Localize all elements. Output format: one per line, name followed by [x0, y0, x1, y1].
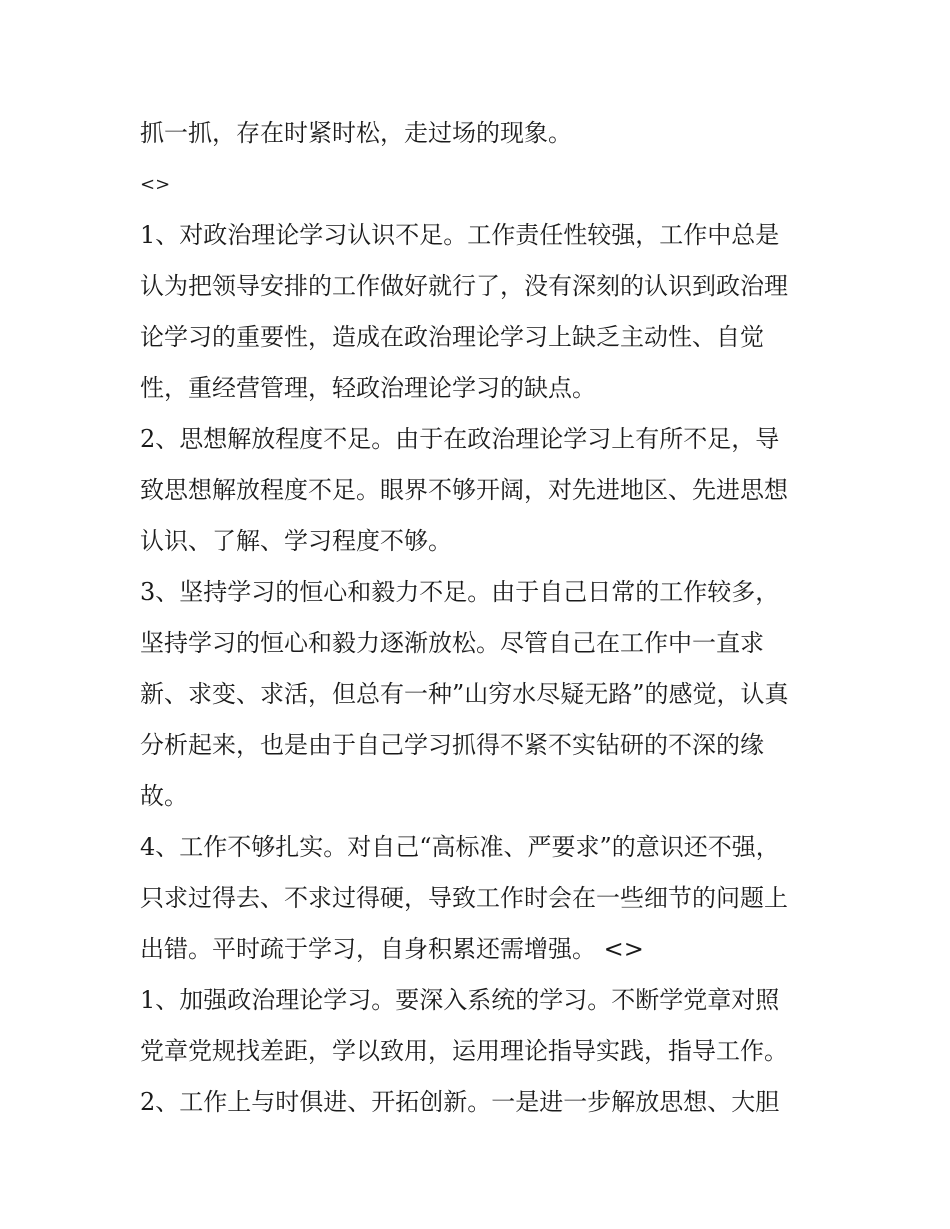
text-line: 只求过得去、不求过得硬，导致工作时会在一些细节的问题上 — [140, 884, 788, 912]
text-line: 分析起来，也是由于自己学习抓得不紧不实钻研的不深的缘 — [140, 731, 764, 759]
text-line: 出错。平时疏于学习，自身积累还需增强。 <> — [140, 935, 644, 963]
text-line: 3、坚持学习的恒心和毅力不足。由于自己日常的工作较多， — [140, 578, 780, 606]
text-line: 故。 — [140, 782, 188, 810]
text-line: 2、工作上与时俱进、开拓创新。一是进一步解放思想、大胆 — [140, 1088, 780, 1116]
text-line: 认识、了解、学习程度不够。 — [140, 527, 452, 555]
text-line: 性，重经营管理，轻政治理论学习的缺点。 — [140, 374, 596, 402]
text-line: 抓一抓，存在时紧时松，走过场的现象。 — [140, 119, 572, 147]
text-line: 1、对政治理论学习认识不足。工作责任性较强，工作中总是 — [140, 221, 780, 249]
text-line: 论学习的重要性，造成在政治理论学习上缺乏主动性、自觉 — [140, 323, 764, 351]
text-line: <> — [140, 174, 171, 195]
text-line: 新、求变、求活，但总有一种”山穷水尽疑无路”的感觉，认真 — [140, 680, 789, 708]
text-line: 致思想解放程度不足。眼界不够开阔，对先进地区、先进思想 — [140, 476, 788, 504]
text-line: 4、工作不够扎实。对自己“高标准、严要求”的意识还不强， — [140, 833, 780, 861]
text-line: 坚持学习的恒心和毅力逐渐放松。尽管自己在工作中一直求 — [140, 629, 764, 657]
document-body — [140, 108, 820, 1128]
text-line: 认为把领导安排的工作做好就行了，没有深刻的认识到政治理 — [140, 272, 788, 300]
text-line: 2、思想解放程度不足。由于在政治理论学习上有所不足，导 — [140, 425, 780, 453]
text-line: 党章党规找差距，学以致用，运用理论指导实践，指导工作。 — [140, 1037, 788, 1065]
text-line: 1、加强政治理论学习。要深入系统的学习。不断学党章对照 — [140, 986, 780, 1014]
